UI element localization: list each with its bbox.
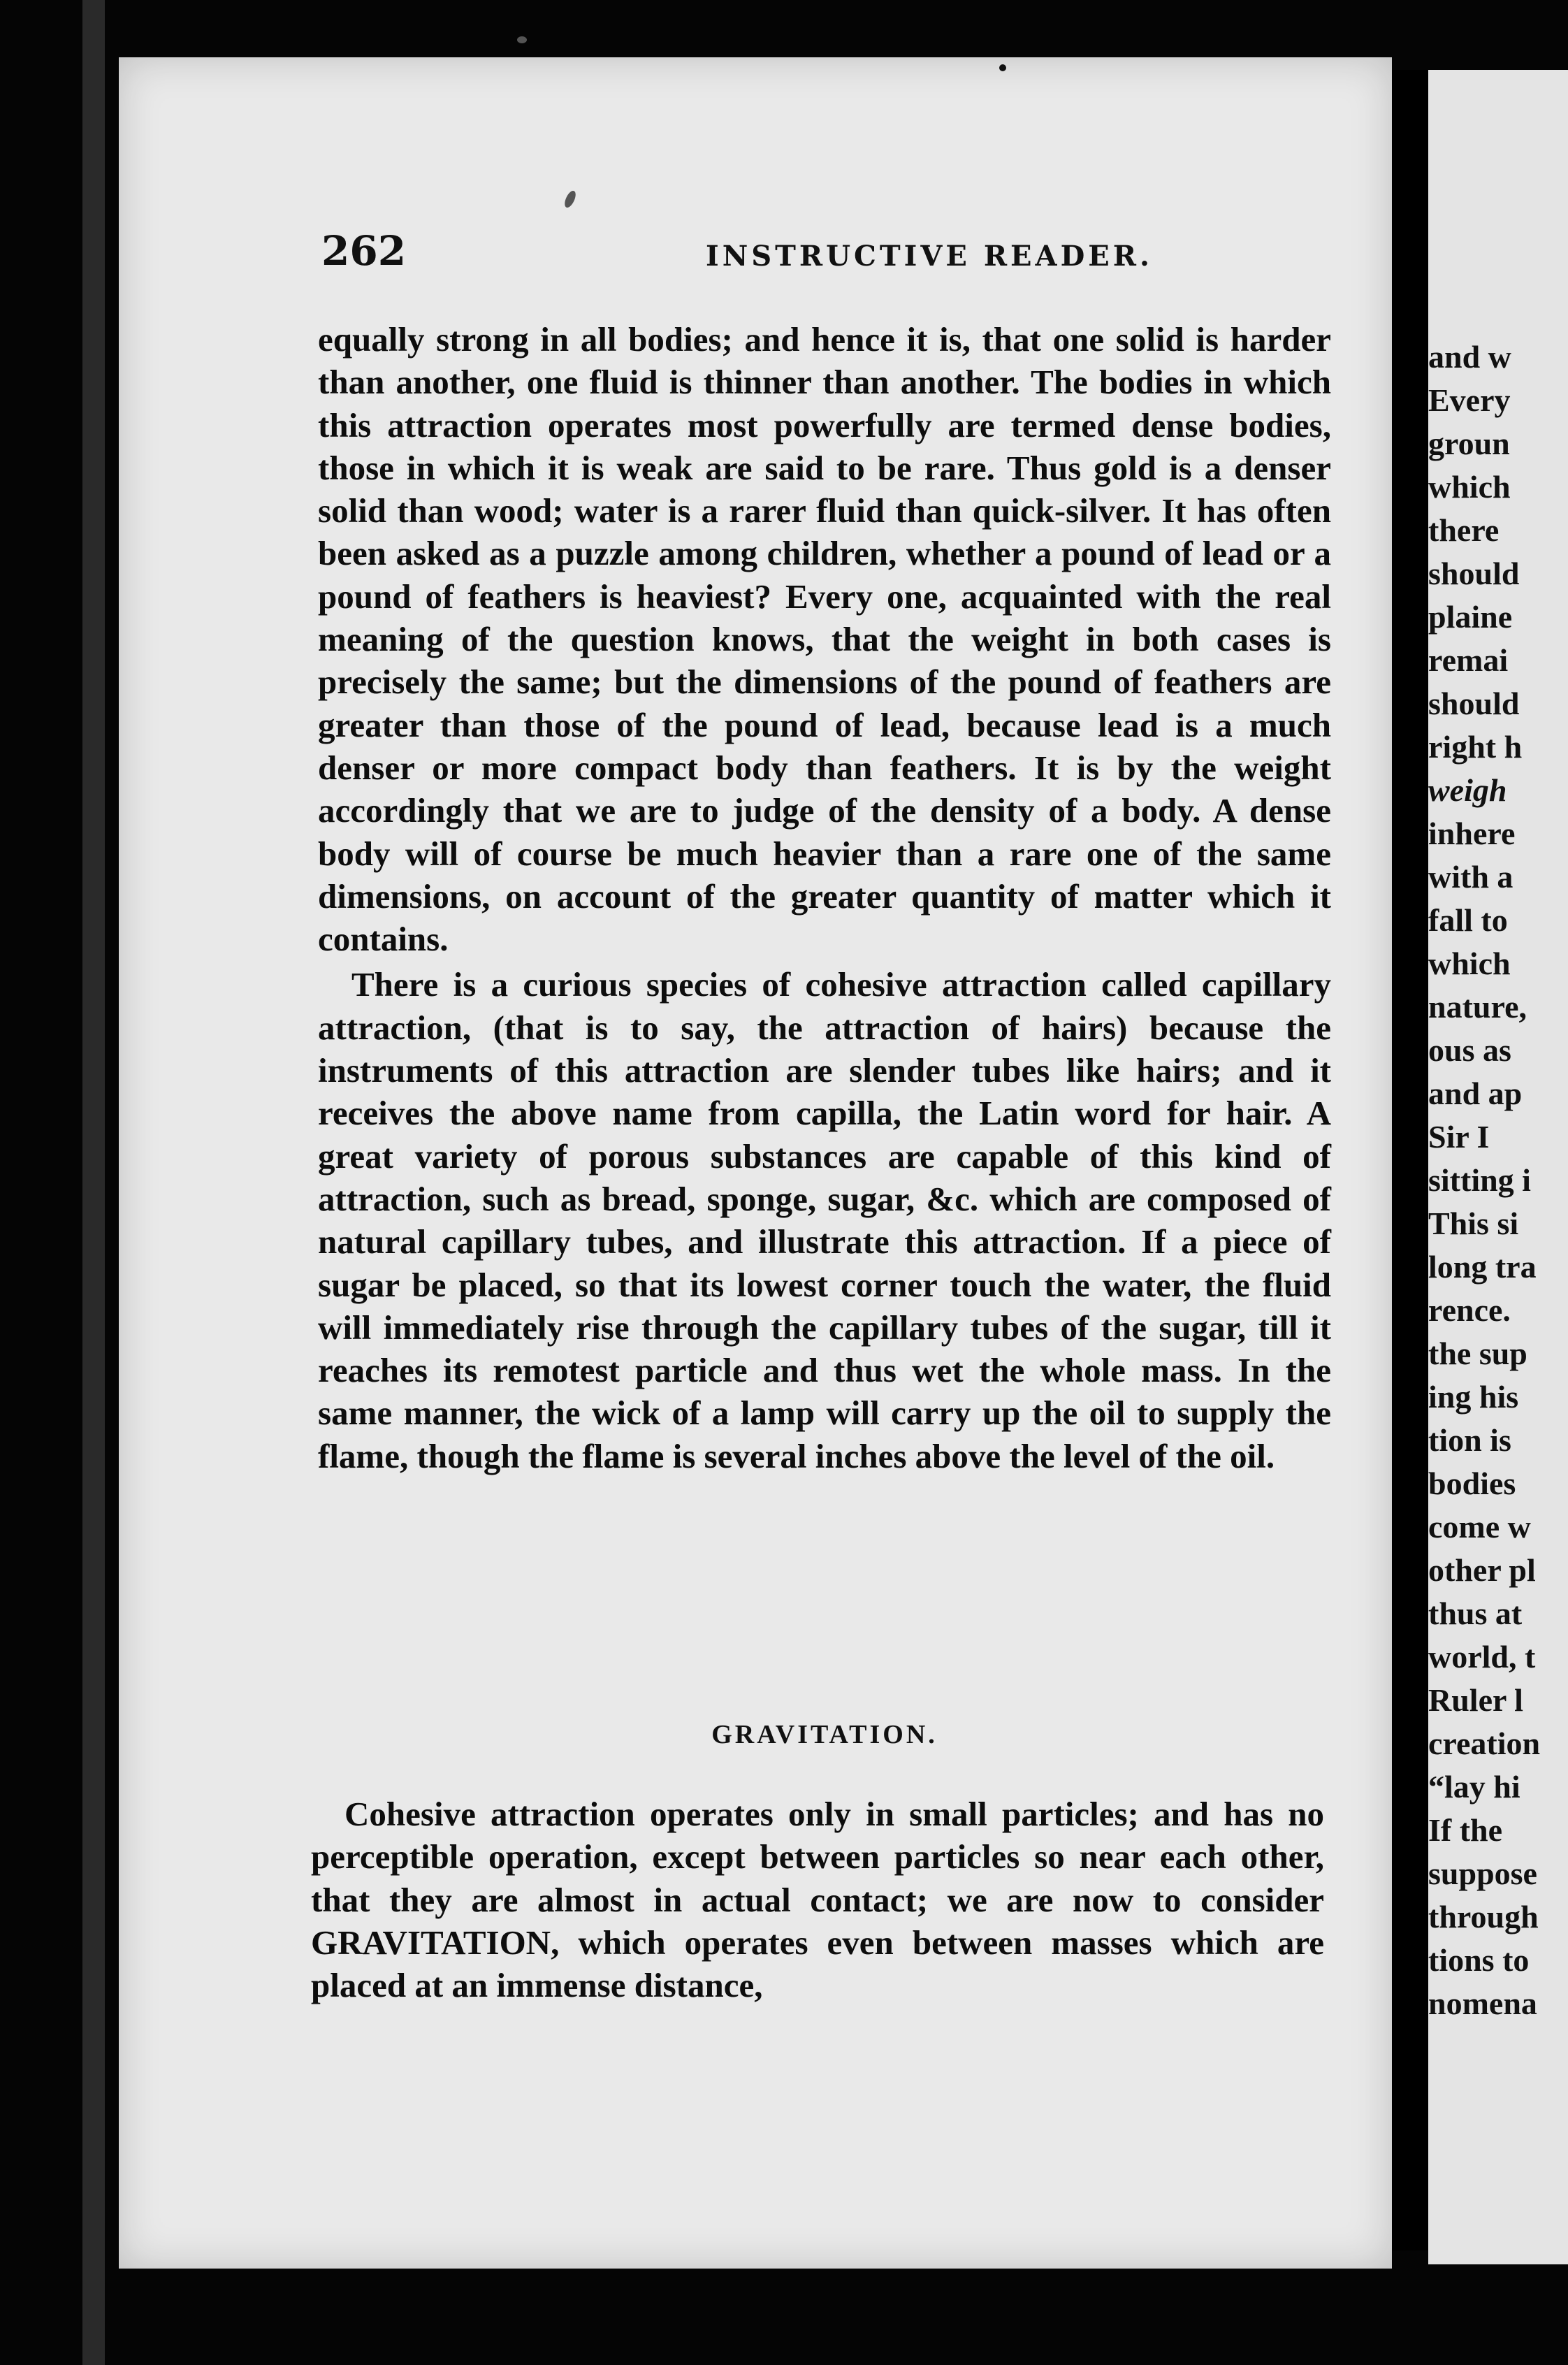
facing-line: come w	[1428, 1509, 1531, 1545]
facing-line: with a	[1428, 859, 1513, 895]
facing-line: plaine	[1428, 599, 1513, 635]
running-head: INSTRUCTIVE READER.	[706, 240, 1153, 273]
facing-page-text	[1428, 335, 1568, 2025]
facing-line: ous as	[1428, 1032, 1511, 1068]
facing-line: creation	[1428, 1726, 1541, 1761]
page-number: 262	[321, 227, 407, 275]
page-header	[203, 227, 1321, 283]
ink-speck	[999, 64, 1006, 71]
book-gutter	[1392, 70, 1428, 2250]
facing-line: thus at	[1428, 1596, 1523, 1631]
body-text	[318, 318, 1331, 1477]
facing-line: tion is	[1428, 1422, 1511, 1458]
facing-line: long tra	[1428, 1249, 1537, 1285]
paragraph-density: equally strong in all bodies; and hence it is, that one solid is harder than another, one fluid is thinner than another. The bodies in which this attraction operates most powerfully are termed dense bodies, those in which it is weak are said to be rare. Thus gold is a denser solid than wood; water is a rarer fluid than quick-silver. It has often been asked as a puzzle among children, whether a pound of lead or a pound of feathers is heaviest? Every one, acquainted with the real meaning of the question knows, that the weight in both cases is precisely the same; but the dimensions of the pound of feathers are greater than those of the pound of lead, because lead is a much denser or more compact body than feathers. It is by the weight accordingly that we are to judge of the density of a body. A dense body will of course be much heavier than a rare one of the same dimensions, on account of the greater quantity of matter which it contains.	[318, 320, 1331, 959]
facing-line: This si	[1428, 1206, 1519, 1241]
facing-line: through	[1428, 1899, 1539, 1934]
facing-line: ing his	[1428, 1379, 1519, 1415]
facing-line: “lay hi	[1428, 1769, 1520, 1805]
scan-edge	[82, 0, 105, 2365]
facing-line: which	[1428, 946, 1511, 981]
facing-line: groun	[1428, 426, 1510, 461]
facing-page	[1428, 70, 1568, 2264]
facing-line: inhere	[1428, 816, 1516, 851]
facing-line: should	[1428, 686, 1520, 721]
facing-line: tions to	[1428, 1942, 1530, 1978]
facing-line: and w	[1428, 339, 1511, 375]
facing-line: and ap	[1428, 1076, 1523, 1111]
facing-line: should	[1428, 556, 1520, 591]
facing-line: nomena	[1428, 1986, 1537, 2021]
facing-line: the sup	[1428, 1336, 1527, 1371]
facing-line: bodies	[1428, 1466, 1516, 1501]
section-heading: GRAVITATION.	[711, 1720, 938, 1749]
paragraph-capillary: There is a curious species of cohesive attraction called capillary attraction, (that is to say, the attraction of hairs) because the instruments of this attraction are slender tubes like hairs; and it receives the above name from capilla, the Latin word for hair. A great variety of porous substances are capable of this kind of attraction, such as bread, sponge, sugar, &c. which are composed of natural capillary tubes, and illustrate this attraction. If a piece of sugar be placed, so that its lowest corner touch the water, the fluid will immediately rise through the capillary tubes of the sugar, till it reaches its remotest particle and thus wet the whole mass. In the same manner, the wick of a lamp will carry up the oil to supply the flame, though the flame is several inches above the level of the oil.	[318, 965, 1331, 1475]
facing-line: Ruler l	[1428, 1682, 1523, 1718]
facing-line: fall to	[1428, 902, 1508, 938]
facing-line: other pl	[1428, 1552, 1536, 1588]
facing-line: weigh	[1428, 772, 1507, 808]
facing-line: which	[1428, 469, 1511, 505]
facing-line: world, t	[1428, 1639, 1536, 1675]
facing-line: Sir I	[1428, 1119, 1490, 1155]
facing-line: rence.	[1428, 1292, 1511, 1328]
facing-line: right h	[1428, 729, 1523, 765]
ink-speck	[517, 36, 527, 43]
facing-line: Every	[1428, 382, 1511, 418]
facing-line: If the	[1428, 1812, 1503, 1848]
paragraph-gravitation: Cohesive attraction operates only in small particles; and has no perceptible operation, except between particles so near each other, that they are almost in actual contact; we are now to consider GRAVITATION, which operates even between masses which are placed at an immense distance,	[311, 1795, 1324, 2005]
facing-line: nature,	[1428, 989, 1527, 1025]
facing-line: there	[1428, 512, 1500, 548]
facing-line: suppose	[1428, 1856, 1537, 1891]
facing-line: remai	[1428, 642, 1509, 678]
facing-line: sitting i	[1428, 1162, 1531, 1198]
